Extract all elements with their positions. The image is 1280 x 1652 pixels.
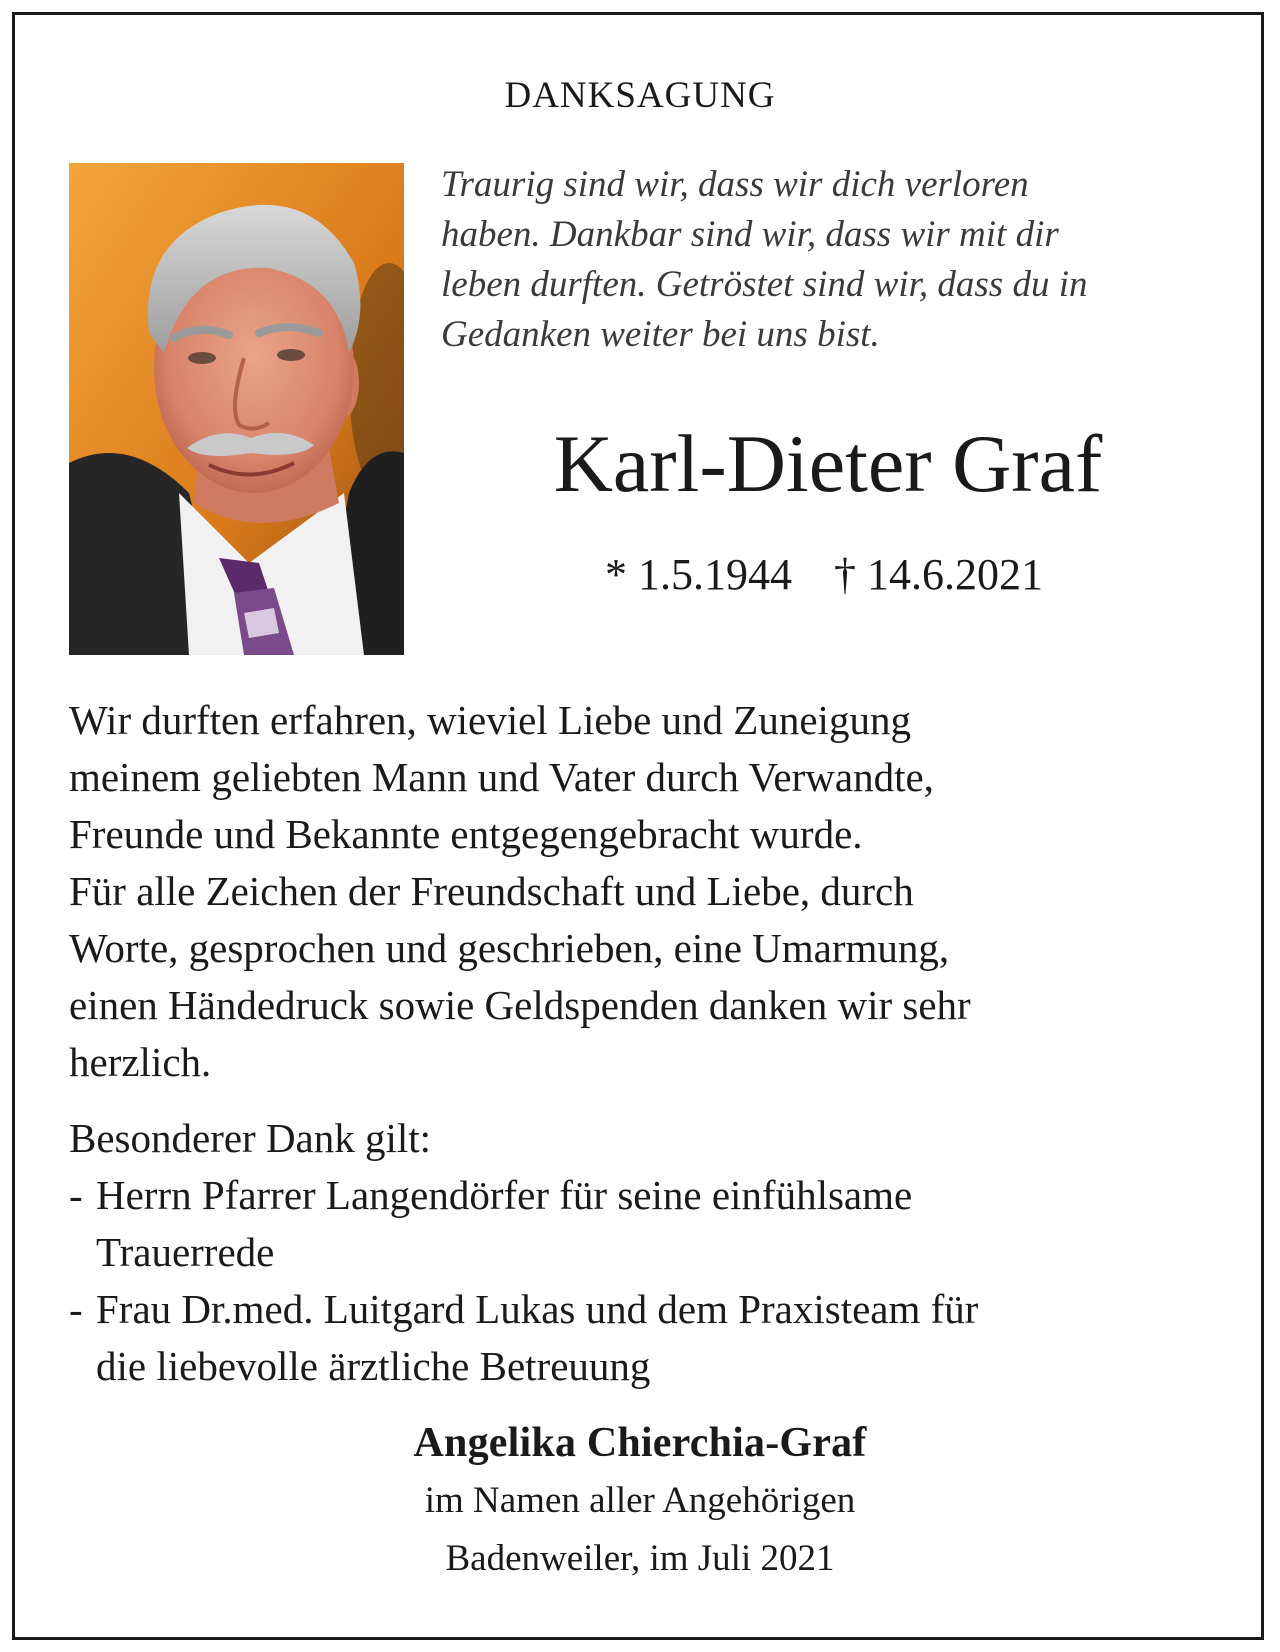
quote-line: leben durften. Getröstet sind wir, dass du in — [441, 264, 1088, 305]
body-line: Für alle Zeichen der Freundschaft und Liebe, durch — [69, 868, 914, 914]
body-line: Worte, gesprochen und geschrieben, eine Umarmung, — [69, 925, 950, 971]
quote-line: Traurig sind wir, dass wir dich verloren — [441, 164, 1029, 205]
signature-block — [0, 1414, 1280, 1588]
place-date-line: Badenweiler, im Juli 2021 — [445, 1538, 835, 1579]
body-line: einen Händedruck sowie Geldspenden danken wir sehr — [69, 982, 971, 1028]
notice-heading: DANKSAGUNG — [504, 75, 776, 116]
quote-line: haben. Dankbar sind wir, dass wir mit dir — [441, 214, 1059, 255]
thanks-item — [69, 1167, 1229, 1281]
thank-you-text — [69, 692, 1229, 1091]
bullet-dash: - — [69, 1172, 83, 1218]
signer-name: Angelika Chierchia-Graf — [413, 1420, 867, 1466]
death-date: † 14.6.2021 — [834, 550, 1043, 599]
quote-line: Gedanken weiter bei uns bist. — [441, 314, 880, 355]
body-line: Freunde und Bekannte entgegengebracht wurde. — [69, 811, 863, 857]
body-line: Wir durften erfahren, wieviel Liebe und Zuneigung — [69, 697, 911, 743]
body-line: herzlich. — [69, 1039, 212, 1085]
bullet-dash: - — [69, 1286, 83, 1332]
memorial-quote — [441, 160, 1231, 360]
special-thanks-intro: Besonderer Dank gilt: — [69, 1115, 432, 1161]
on-behalf-line: im Namen aller Angehörigen — [424, 1480, 856, 1521]
body-line: meinem geliebten Mann und Vater durch Verwandte, — [69, 754, 934, 800]
birth-date: * 1.5.1944 — [605, 550, 792, 599]
thanks-item-line: Frau Dr.med. Luitgard Lukas und dem Praxisteam für — [96, 1286, 979, 1332]
thanks-item — [69, 1281, 1229, 1395]
portrait-photo — [69, 163, 404, 655]
special-thanks — [69, 1110, 1229, 1395]
life-dates — [404, 550, 1244, 600]
thanks-item-line: Herrn Pfarrer Langendörfer für seine einfühlsame — [96, 1172, 913, 1218]
deceased-name: Karl-Dieter Graf — [553, 418, 1103, 509]
thanks-item-line: die liebevolle ärztliche Betreuung — [96, 1343, 651, 1389]
thanks-item-line: Trauerrede — [96, 1229, 275, 1275]
